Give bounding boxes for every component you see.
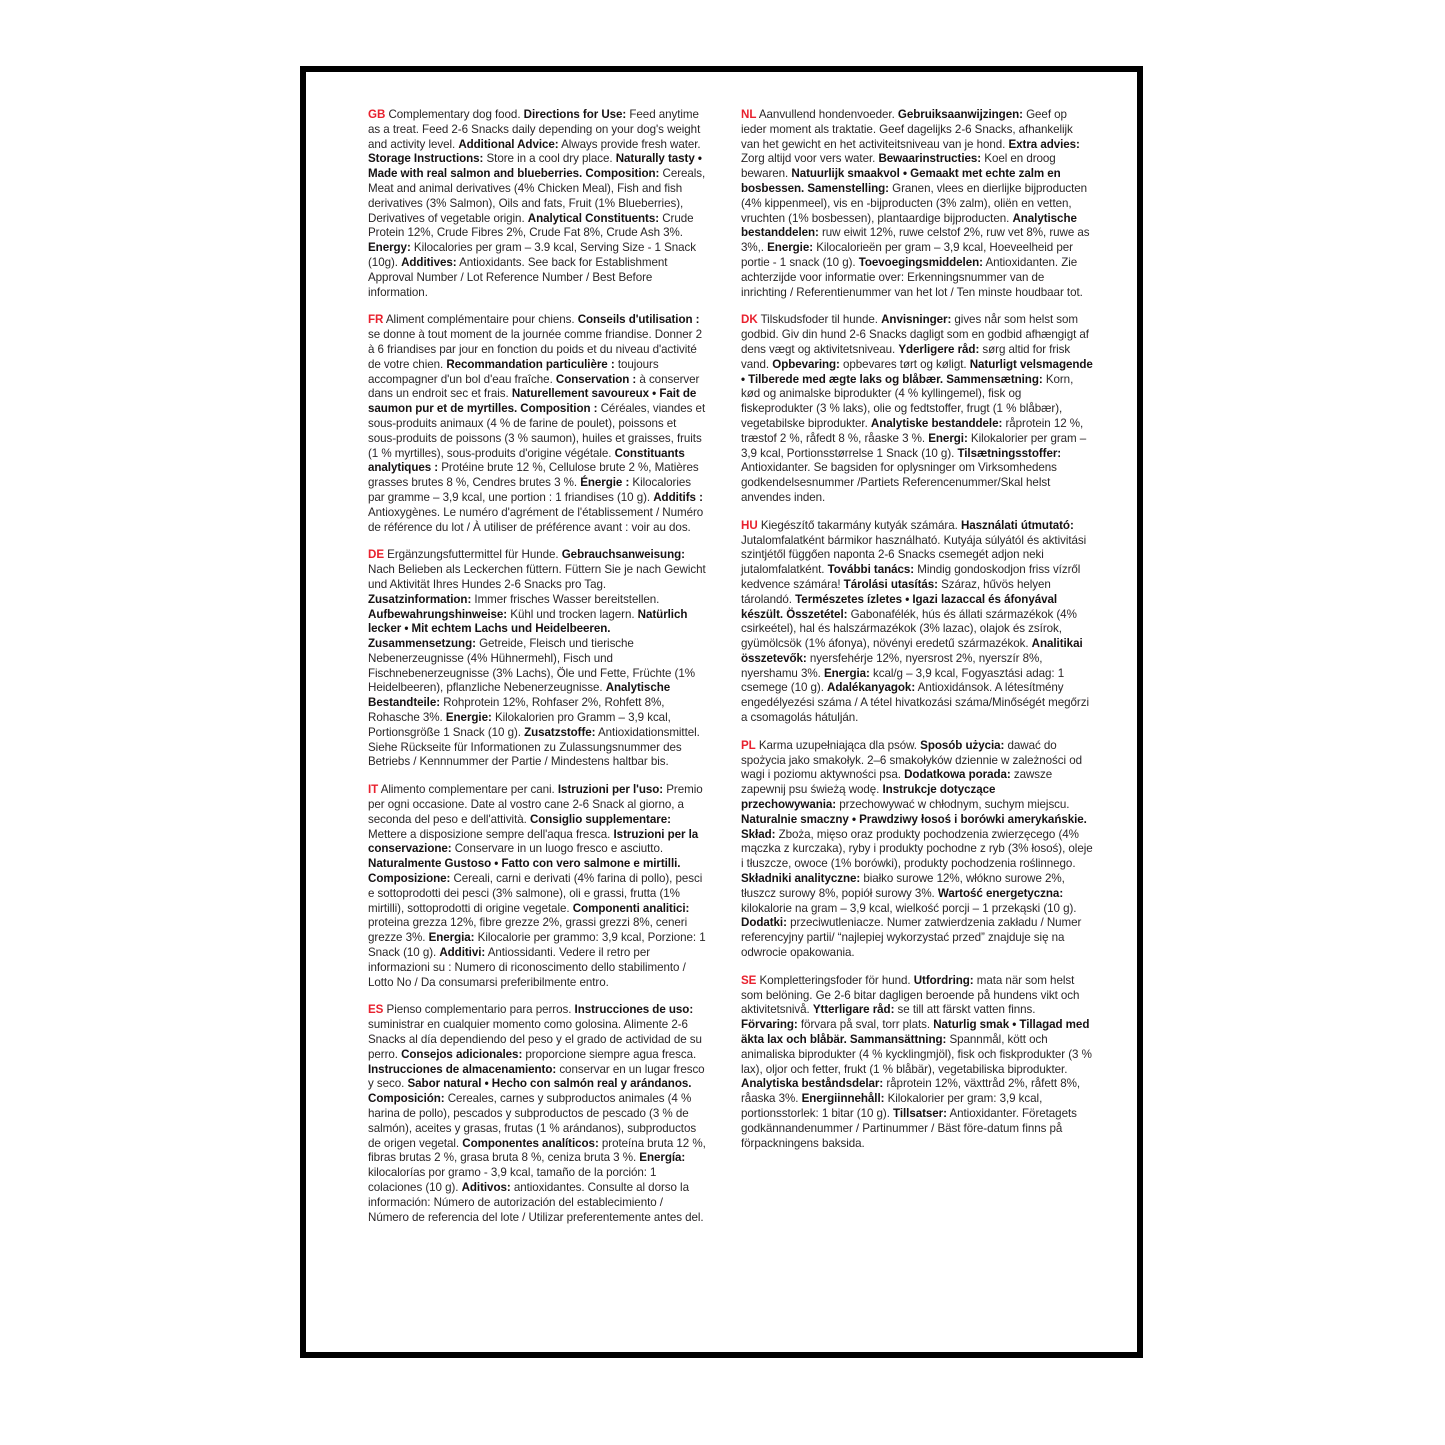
language-code-se: SE xyxy=(741,973,757,987)
label-heading-text: Additives: xyxy=(401,255,457,269)
label-body-text: kilocalorías por gramo - 3,9 kcal, tamaño de la porción: 1 colaciones (10 g). xyxy=(368,1166,657,1194)
label-body-text: Kiegészítő takarmány kutyák számára. xyxy=(760,518,961,532)
language-code-fr: FR xyxy=(368,313,384,327)
label-heading-text: Natürlich lecker • Mit echtem Lachs und Heidelbeeren. Zusammensetzung: xyxy=(368,607,688,651)
language-code-hu: HU xyxy=(741,518,758,532)
language-section-nl xyxy=(741,108,1093,300)
label-heading-text: Energie: xyxy=(445,711,492,725)
label-body-text: se donne à tout moment de la journée comme friandise. Donner 2 à 6 friandises par jour en fonction du poids et du niveau d'activité de votre chien. xyxy=(368,328,702,371)
language-code-dk: DK xyxy=(741,313,758,327)
label-body-text: Pienso complementario para perros. xyxy=(386,1003,575,1017)
label-body-text: Antioxidationsmittel. Siehe Rückseite für Informationen zu Zulassungsnummer des Betriebs / Kennnummer der Partie / Mindestens haltbar bis. xyxy=(368,725,700,769)
label-body-text: Zboża, mięso oraz produkty pochodzenia zwierzęcego (4% mączka z kurczaka), ryby i produkty pochodne z ryb (3% łosoś), oleje i tłuszcze, owoce (1% borówki), produkty pochodzenia roślinnego. xyxy=(741,827,1093,871)
label-body-text: Complementary dog food. xyxy=(388,108,524,121)
label-body-text: kcal/g – 3,9 kcal, Fogyasztási adag: 1 csemege (10 g). xyxy=(741,666,1065,695)
label-heading-text: Analytiske bestanddele: xyxy=(870,416,1003,430)
label-body-text: à conserver dans un endroit sec et frais. xyxy=(368,372,700,401)
language-section-pl xyxy=(741,739,1093,961)
label-body-text: Geef op ieder moment als traktatie. Geef dagelijks 2-6 Snacks, afhankelijk van het gewicht en het activiteitsniveau van je hond. xyxy=(741,108,1073,151)
label-body-text: Rohprotein 12%, Rohfaser 2%, Rohfett 8%, Rohasche 3%. xyxy=(368,696,665,725)
label-body-text: Kilocalorie per grammo: 3,9 kcal, Porzione: 1 Snack (10 g). xyxy=(368,931,706,960)
language-section-dk xyxy=(741,313,1093,505)
label-heading-text: Additional Advice: xyxy=(458,137,559,151)
language-code-es: ES xyxy=(368,1003,384,1017)
label-body-text: Koel en droog bewaren. xyxy=(741,152,1056,181)
label-body-text: Antiossidanti. Vedere il retro per informazioni su : Numero di riconoscimento dello stabilimento / Lotto No / Da consumarsi preferibilmente entro. xyxy=(368,946,686,989)
label-heading-text: Energiinnehåll: xyxy=(801,1092,885,1106)
label-heading-text: Componentes analíticos: xyxy=(462,1136,599,1150)
label-body-text: kilokalorie na gram – 3,9 kcal, wielkość porcji – 1 przekąski (10 g). xyxy=(741,901,1077,915)
label-body-text: mata när som helst som belöning. Ge 2-6 bitar dagligen beroende på hundens vikt och aktivitetsnivå. xyxy=(741,973,1080,1017)
label-heading-text: Consejos adicionales: xyxy=(401,1047,523,1061)
label-body-text: opbevares tørt og køligt. xyxy=(839,357,970,371)
label-body-text: se till att färskt vatten finns. xyxy=(894,1003,1036,1017)
label-heading-text: Dodatkowa porada: xyxy=(904,768,1011,782)
label-heading-text: Energy: xyxy=(368,241,411,255)
label-body-text: Alimento complementare per cani. xyxy=(380,783,558,797)
label-heading-text: Anvisninger: xyxy=(881,313,952,327)
label-heading-text: Toevoegingsmiddelen: xyxy=(858,255,983,269)
right-text-column xyxy=(741,108,1093,1164)
label-body-text: Spannmål, kött och animaliska biprodukter (4 % kycklingmjöl), fisk och fiskprodukter (3 % lax), oljor och fetter, frukt (1 % blåbär), vegetabiliska biprodukter. xyxy=(741,1033,1092,1076)
label-body-text: Antioxidants. See back for Establishment Approval Number / Lot Reference Number / Best Before information. xyxy=(368,255,668,299)
label-body-text: Granen, vlees en dierlijke bijproducten (4% kippenmeel), vis en -bijproducten (3% zalm), oliën en vetten, vruchten (1% bosbessen), plantaardige bijproducten. xyxy=(741,181,1088,225)
label-body-text: gives når som helst som godbid. Giv din hund 2-6 Snacks dagligt som en godbid afhængigt af dens vægt og aktivitetsniveau. xyxy=(741,313,1089,356)
label-heading-text: Instrucciones de uso: xyxy=(574,1003,694,1017)
label-heading-text: Dodatki: xyxy=(741,916,787,930)
label-body-text: suministrar en cualquier momento como golosina. Alimente 2-6 Snacks al día dependiendo del peso y el grado de actividad de su perro. xyxy=(368,1018,702,1061)
label-body-text: antioxidantes. Consulte al dorso la información: Número de autorización del establecimiento / Número de referencia del lote / Utilizar preferentemente antes del. xyxy=(368,1180,704,1224)
label-heading-text: Istruzioni per la conservazione: xyxy=(368,827,699,856)
label-body-text: Tilskudsfoder til hunde. xyxy=(760,313,882,327)
label-heading-text: Tillsatser: xyxy=(893,1107,947,1120)
label-heading-text: Extra advies: xyxy=(1008,137,1080,151)
label-heading-text: Conseils d'utilisation : xyxy=(577,313,700,327)
label-heading-text: Energia: xyxy=(428,931,475,945)
label-heading-text: Utfordring: xyxy=(913,973,974,987)
label-body-text: Kilocalories per gram – 3.9 kcal, Serving Size - 1 Snack (10g). xyxy=(368,241,697,269)
label-body-text: Store in a cool dry place. xyxy=(483,152,616,166)
label-body-text: Céréales, viandes et sous-produits animaux (4 % de farine de poulet), poissons et sous-produits de poissons (3 % saumon), huiles et graisses, fruits (1 % myrtilles), sous-produits d'origine végétale. xyxy=(368,402,706,460)
label-heading-text: Analytical Constituents: xyxy=(527,211,660,225)
label-border-frame xyxy=(300,66,1143,1358)
language-section-gb xyxy=(368,108,706,300)
label-heading-text: Analitikai összetevők: xyxy=(741,637,1083,665)
language-code-nl: NL xyxy=(741,108,757,121)
label-heading-text: Additivi: xyxy=(439,946,486,960)
label-body-text: Karma uzupełniająca dla psów. xyxy=(758,738,921,752)
label-body-text: Ergänzungsfuttermittel für Hunde. xyxy=(387,548,562,562)
label-body-text: toujours accompagner d'un bol d'eau fraîche. xyxy=(368,357,659,386)
language-section-de xyxy=(368,548,706,770)
language-section-fr xyxy=(368,313,706,535)
language-section-es xyxy=(368,1003,706,1225)
label-body-text: råprotein 12 %, træstof 2 %, råfedt 8 %, råaske 3 %. xyxy=(741,416,1084,445)
label-body-text: proteína bruta 12 %, fibras brutas 2 %, grasa bruta 8 %, ceniza bruta 3 %. xyxy=(368,1136,706,1165)
label-body-text: ruw eiwit 12%, ruwe celstof 2%, ruw vet 8%, ruwe as 3%,. xyxy=(741,226,1090,255)
label-body-text: przeciwutleniacze. Numer zatwierdzenia zakładu / Numer referencyjny partii/ “najlepiej wykorzystać przed” znajduje się na odwrocie opakowania. xyxy=(741,916,1082,960)
label-heading-text: Conservation : xyxy=(555,372,637,386)
label-heading-text: Additifs : xyxy=(653,490,703,504)
language-section-it xyxy=(368,783,706,990)
label-heading-text: Tilsætningsstoffer: xyxy=(957,446,1062,460)
label-heading-text: Természetes ízletes • Igazi lazaccal és áfonyával készült. Összetétel: xyxy=(741,592,1058,621)
label-heading-text: Gebruiksaanwijzingen: xyxy=(897,108,1023,121)
label-heading-text: Recommandation particulière : xyxy=(446,357,615,371)
language-code-gb: GB xyxy=(368,108,386,121)
label-body-text: Aliment complémentaire pour chiens. xyxy=(385,313,578,327)
label-body-text: Korn, kød og animalske biprodukter (4 % kyllingemel), fisk og fiskeprodukter (3 % laks), olie og fedtstoffer, frugt (1 % blåbær), vegetabilske biprodukter. xyxy=(741,372,1074,430)
label-heading-text: Förvaring: xyxy=(741,1018,798,1032)
label-heading-text: Gebrauchsanweisung: xyxy=(561,548,685,562)
label-heading-text: Opbevaring: xyxy=(772,357,840,371)
label-body-text: conservar en un lugar fresco y seco. xyxy=(368,1062,705,1091)
label-heading-text: Ytterligare råd: xyxy=(812,1003,895,1017)
label-heading-text: Storage Instructions: xyxy=(368,152,484,166)
label-body-text: Antioxidanter. Se bagsiden for oplysninger om Virksomhedens godkendelsesnummer /Partiets Referencenummer/Skal helst anvendes inden. xyxy=(741,461,1057,504)
label-heading-text: Yderligere råd: xyxy=(898,342,980,356)
label-body-text: proteina grezza 12%, fibre grezze 2%, grassi grezzi 8%, ceneri grezze 3%. xyxy=(368,916,688,945)
label-body-text: Kilocalories par gramme – 3,9 kcal, une portion : 1 friandises (10 g). xyxy=(368,476,691,504)
label-body-text: Gabonafélék, hús és állati származékok (4% csirkeétel), hal és halszármazékok (3% lazac), olajok és zsírok, gyümölcsök (1% áfonya), növényi eredetű származékok. xyxy=(741,607,1077,651)
label-body-text: Cereals, Meat and animal derivatives (4% Chicken Meal), Fish and fish derivatives (3% Salmon), Oils and fats, Fruit (1% Blueberries), Derivatives of vegetable origin. xyxy=(368,167,706,225)
label-heading-text: Adalékanyagok: xyxy=(827,681,916,695)
label-body-text: Protéine brute 12 %, Cellulose brute 2 %, Matières grasses brutes 8 %, Cendres brutes 3 %. xyxy=(368,461,699,490)
label-heading-text: Directions for Use: xyxy=(523,108,627,121)
label-heading-text: Bewaarinstructies: xyxy=(878,152,982,166)
label-heading-text: Analytische bestanddelen: xyxy=(741,211,1077,240)
label-body-text: Jutalomfalatként bármikor használható. Kutyája súlyától és aktivitási szintjétől függően naponta 2-6 Snacks csemegét adjon neki jutalomfalatként. xyxy=(741,533,1087,577)
label-body-text: Cereales, carnes y subproductos animales (4 % harina de pollo), pescados y subproductos de pescado (3 % de salmón), aceites y grasas, frutas (1 % arándanos), subproductos de origen vegetal. xyxy=(368,1092,697,1150)
left-text-column xyxy=(368,108,706,1238)
label-heading-text: Analytiska beståndsdelar: xyxy=(741,1077,884,1091)
label-body-text: Száraz, hűvös helyen tárolandó. xyxy=(741,577,1051,606)
label-body-text: råprotein 12%, växttråd 2%, råfett 8%, råaska 3%. xyxy=(741,1077,1080,1106)
label-heading-text: Energi: xyxy=(928,431,968,445)
label-body-text: Kilokalorier per gram: 3,9 kcal, portionsstorlek: 1 bitar (10 g). xyxy=(741,1092,1043,1120)
label-body-text: Mindig gondoskodjon friss vízről kedvence számára! xyxy=(741,563,1081,591)
label-body-text: białko surowe 12%, włókno surowe 2%, tłuszcz surowy 8%, popiół surowy 3%. xyxy=(741,872,1065,900)
label-heading-text: Energia: xyxy=(823,666,870,680)
label-body-text: Getreide, Fleisch und tierische Nebenerzeugnisse (4% Hühnermehl), Fisch und Fischnebenerzeugnisse (3% Lachs), Öle und Fette, Früchte (1% Heidelbeeren), pflanzliche Nebenerzeugnisse. xyxy=(368,637,695,695)
label-body-text: Zorg altijd voor vers water. xyxy=(741,152,879,166)
label-body-text: Kilocalorieën per gram – 3,9 kcal, Hoeveelheid per portie - 1 snack (10 g). xyxy=(741,241,1073,269)
label-heading-text: Használati útmutató: xyxy=(960,518,1074,532)
label-body-text: sørg altid for frisk vand. xyxy=(741,342,1071,371)
label-body-text: Kompletteringsfoder för hund. xyxy=(759,973,914,987)
language-section-se xyxy=(741,974,1093,1152)
label-heading-text: Sposób użycia: xyxy=(920,738,1005,752)
label-heading-text: Componenti analitici: xyxy=(572,901,690,915)
label-heading-text: Naturalnie smaczny • Prawdziwy łosoś i borówki amerykańskie. Skład: xyxy=(741,812,1087,841)
language-section-hu xyxy=(741,519,1093,726)
label-heading-text: Sabor natural • Hecho con salmón real y arándanos. Composición: xyxy=(368,1077,692,1106)
label-heading-text: Składniki analityczne: xyxy=(741,872,861,886)
label-body-text: proporcione siempre agua fresca. xyxy=(522,1047,697,1061)
label-body-text: Conservare in un luogo fresco e asciutto. xyxy=(451,842,664,856)
label-heading-text: Zusatzstoffe: xyxy=(524,725,596,739)
label-heading-text: Naturally tasty • Made with real salmon and blueberries. Composition: xyxy=(368,152,702,181)
label-heading-text: Naturalmente Gustoso • Fatto con vero salmone e mirtilli. Composizione: xyxy=(368,857,681,886)
label-heading-text: További tanács: xyxy=(827,563,915,577)
label-body-text: dawać do spożycia jako smakołyk. 2–6 smakołyków dziennie w zależności od wagi i poziomu aktywności psa. xyxy=(741,738,1082,782)
label-body-text: Immer frisches Wasser bereitstellen. xyxy=(471,592,660,606)
label-body-text: Antioxidanter. Företagets godkännandenummer / Partinummer / Bäst före-datum finns på förpackningens baksida. xyxy=(741,1107,1077,1150)
label-heading-text: Énergie : xyxy=(580,476,630,490)
label-heading-text: Analytische Bestandteile: xyxy=(368,681,671,710)
label-body-text: Cereali, carni e derivati (4% farina di pollo), pesci e sottoprodotti dei pesci (3% salmone), oli e grassi, frutta (1% mirtilli), sottoprodotti di origine vegetale. xyxy=(368,872,703,915)
label-heading-text: Zusatzinformation: xyxy=(368,592,472,606)
label-heading-text: Natuurlijk smaakvol • Gemaakt met echte zalm en bosbessen. Samenstelling: xyxy=(741,167,1061,195)
label-body-text: Kühl und trocken lagern. xyxy=(507,607,638,621)
label-heading-text: Naturligt velsmagende • Tilberede med ægte laks og blåbær. Sammensætning: xyxy=(741,357,1093,386)
label-body-text: zawsze zapewnij psu świeżą wodę. xyxy=(741,768,1053,797)
label-body-text: przechowywać w chłodnym, suchym miejscu. xyxy=(836,798,1070,812)
label-body-text: Feed anytime as a treat. Feed 2-6 Snacks daily depending on your dog's weight and activity level. xyxy=(368,108,701,151)
label-heading-text: Energía: xyxy=(639,1151,686,1165)
label-heading-text: Istruzioni per l'uso: xyxy=(557,783,664,797)
label-heading-text: Consiglio supplementare: xyxy=(529,812,671,826)
label-body-text: Aanvullend hondenvoeder. xyxy=(758,108,898,121)
label-heading-text: Energie: xyxy=(767,241,814,255)
label-heading-text: Constituants analytiques : xyxy=(368,446,685,475)
label-heading-text: Wartość energetyczna: xyxy=(937,886,1064,900)
label-heading-text: Aufbewahrungshinweise: xyxy=(368,607,508,621)
label-body-text: Crude Protein 12%, Crude Fibres 2%, Crude Fat 8%, Crude Ash 3%. xyxy=(368,211,694,240)
label-body-text: Kilokalorier per gram – 3,9 kcal, Portionsstørrelse 1 Snack (10 g). xyxy=(741,431,1087,460)
label-heading-text: Aditivos: xyxy=(461,1180,511,1194)
label-heading-text: Tárolási utasítás: xyxy=(843,577,938,591)
language-code-de: DE xyxy=(368,548,384,562)
label-body-text: förvara på sval, torr plats. xyxy=(797,1018,934,1032)
label-body-text: Kilokalorien pro Gramm – 3,9 kcal, Portionsgröße 1 Snack (10 g). xyxy=(368,711,671,739)
label-heading-text: Instrucciones de almacenamiento: xyxy=(368,1062,557,1076)
label-body-text: Antioxygènes. Le numéro d'agrément de l'établissement / Numéro de référence du lot / À utiliser de préférence avant : voir au dos. xyxy=(368,505,704,534)
label-body-text: Antioxidanten. Zie achterzijde voor informatie over: Erkenningsnummer van de inrichting / Referentienummer van het lot / Ten minste houdbaar tot. xyxy=(741,255,1083,299)
label-heading-text: Naturellement savoureux • Fait de saumon pur et de myrtilles. Composition : xyxy=(368,387,697,416)
language-code-it: IT xyxy=(368,783,379,797)
language-code-pl: PL xyxy=(741,738,756,752)
label-body-text: Premio per ogni occasione. Date al vostro cane 2-6 Snack al giorno, a seconda del peso e dell'attività. xyxy=(368,783,703,826)
label-body-text: nyersfehérje 12%, nyersrost 2%, nyerszír 8%, nyershamu 3%. xyxy=(741,651,1043,680)
label-heading-text: Instrukcje dotyczące przechowywania: xyxy=(741,783,996,812)
label-heading-text: Naturlig smak • Tillagad med äkta lax och blåbär. Sammansättning: xyxy=(741,1018,1090,1047)
label-body-text: Always provide fresh water. xyxy=(558,137,701,151)
label-body-text: Antioxidánsok. A létesítmény engedélyezési száma / A tétel hivatkozási száma/Minőségét megőrzi a csomagolás hátulján. xyxy=(741,681,1089,725)
label-body-text: Mettere a disposizione sempre dell'aqua fresca. xyxy=(368,827,614,841)
label-body-text: Nach Belieben als Leckerchen füttern. Füttern Sie je nach Gewicht und Aktivität Ihres Hundes 2-6 Snacks pro Tag. xyxy=(368,563,706,591)
